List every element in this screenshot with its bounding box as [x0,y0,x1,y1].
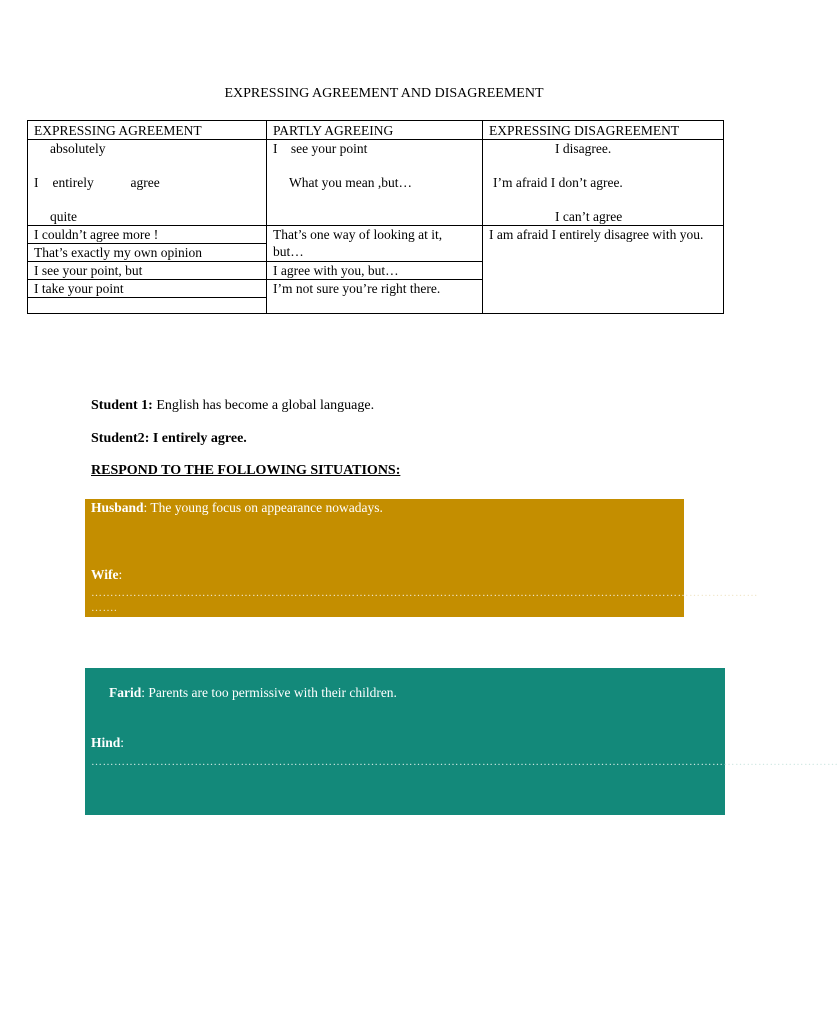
situation-prompt [109,685,397,701]
word-agree: agree [130,175,160,190]
word-i: I [273,141,278,156]
answer-dotted-line[interactable]: ……. [91,602,118,614]
list-item: What you mean ,but… [289,175,412,190]
list-item: I can’t agree [555,209,623,224]
table-cell: I agree with you, but… [267,262,483,280]
answer-dotted-line[interactable]: ………………………………………………………………………………………………………………………………………………………… [91,587,758,599]
table-cell: I see your point, but [28,262,267,280]
speaker-name: Farid [109,685,142,700]
table-cell-empty [28,298,267,314]
table-cell: I am afraid I entirely disagree with you. [483,226,724,314]
list-item [273,140,476,157]
table-cell: I take your point [28,280,267,298]
list-item: I disagree. [555,141,612,156]
speaker-label: Student 1: [91,398,153,413]
speaker-label: Student2 [91,431,145,446]
table-row [28,140,724,226]
table-row [28,226,724,244]
speaker-text: : I entirely agree. [144,431,247,446]
example-student-1 [91,398,374,414]
situation-prompt [91,500,383,516]
speaker-name: Husband [91,500,144,515]
situation-box-1 [85,499,758,617]
word-entirely: entirely [52,175,94,190]
responder-label [91,735,124,751]
speaker-line: : The young focus on appearance nowadays. [143,500,383,515]
responder-colon: : [118,567,123,582]
table-cell: I’m not sure you’re right there. [267,280,483,314]
word-i: I [34,175,39,190]
list-item: absolutely [50,141,106,156]
situation-box-2 [85,668,839,815]
list-item: quite [50,209,77,224]
speaker-line: : Parents are too permissive with their children. [141,685,397,700]
responder-label [91,567,122,583]
agreement-cell [28,140,267,226]
page-title: EXPRESSING AGREEMENT AND DISAGREEMENT [224,86,544,101]
table-header-row [28,121,724,140]
header-partly: PARTLY AGREEING [267,121,483,140]
header-agreement: EXPRESSING AGREEMENT [28,121,267,140]
table-cell: That’s one way of looking at it, but… [267,226,483,262]
answer-dotted-line[interactable]: …………………………………………………………………………………………………………………………………………………………………………… [91,756,839,768]
disagreement-cell [483,140,724,226]
list-item [34,174,260,191]
expressions-table [27,120,724,314]
partly-cell [267,140,483,226]
list-item: I’m afraid I don’t agree. [493,175,623,190]
header-disagreement: EXPRESSING DISAGREEMENT [483,121,724,140]
table-cell: I couldn’t agree more ! [28,226,267,244]
table-cell: That’s exactly my own opinion [28,244,267,262]
responder-colon: : [120,735,125,750]
word-see-point: see your point [290,141,368,156]
responder-name: Wife [91,567,119,582]
example-student-2 [91,431,247,447]
responder-name: Hind [91,735,121,750]
speaker-text: English has become a global language. [152,398,375,413]
respond-heading: RESPOND TO THE FOLLOWING SITUATIONS: [91,463,401,478]
